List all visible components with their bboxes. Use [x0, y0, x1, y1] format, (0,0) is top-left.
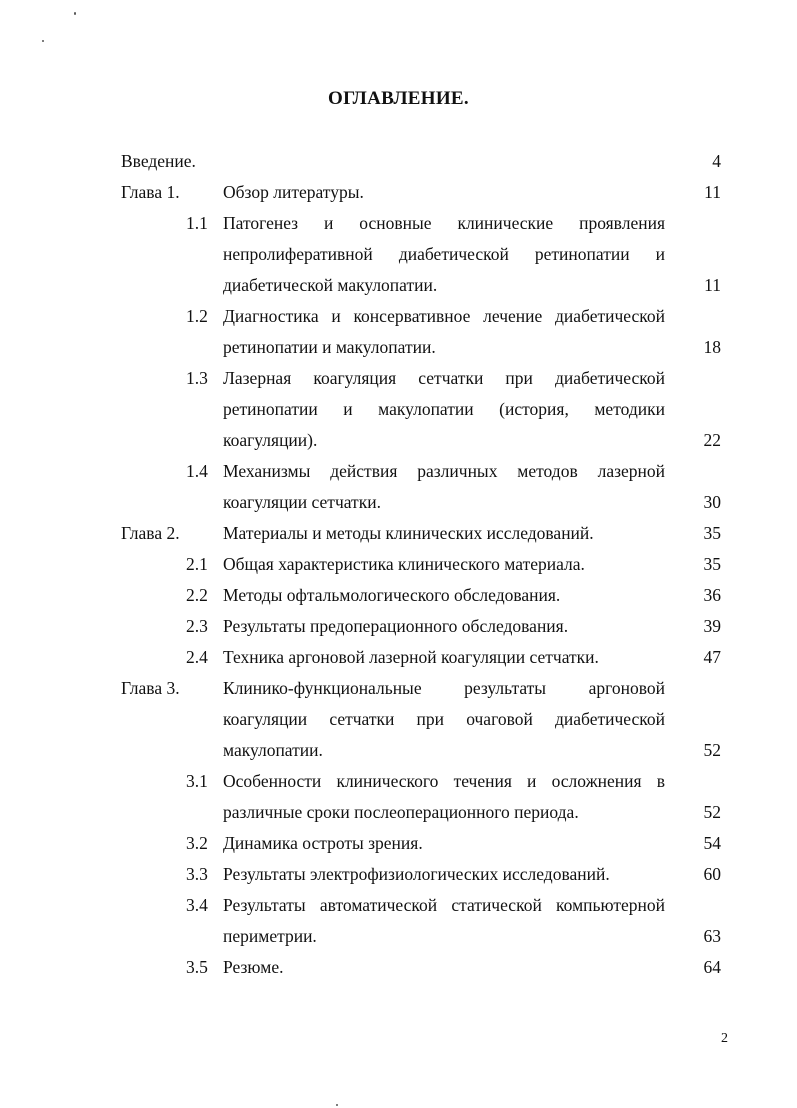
toc-section-entry — [0, 828, 797, 859]
toc-page-number: 39 — [703, 616, 721, 636]
toc-entry-title-line: Патогенез и основные клинические проявления — [223, 213, 665, 233]
toc-entry-title-line: макулопатии. — [223, 740, 323, 760]
table-of-contents — [0, 146, 797, 983]
toc-section-number: 3.1 — [186, 771, 208, 791]
toc-entry-title-line: диабетической макулопатии. — [223, 275, 438, 295]
toc-entry-title-line: Результаты автоматической статической компьютерной — [223, 895, 665, 915]
toc-section-entry — [0, 363, 797, 456]
toc-entry-title-line: Методы офтальмологического обследования. — [223, 585, 561, 605]
toc-entry-title-line: Особенности клинического течения и осложнения в — [223, 771, 665, 791]
toc-page-number: 11 — [704, 275, 721, 295]
toc-entry-title-line: Механизмы действия различных методов лазерной — [223, 461, 665, 481]
toc-page-number: 52 — [703, 740, 721, 760]
toc-section-number: 1.2 — [186, 306, 208, 326]
toc-section-number: 3.5 — [186, 957, 208, 977]
page-number: 2 — [721, 1031, 728, 1046]
toc-page-number: 22 — [703, 430, 721, 450]
toc-chapter-label: Глава 3. — [121, 678, 180, 698]
toc-entry-title-line: коагуляции сетчатки. — [223, 492, 381, 512]
toc-chapter-entry — [0, 673, 797, 766]
toc-page-number: 36 — [703, 585, 721, 605]
toc-section-number: 1.1 — [186, 213, 208, 233]
toc-page-number: 60 — [703, 864, 721, 884]
scan-speck — [42, 40, 44, 42]
toc-chapter-label: Глава 1. — [121, 182, 180, 202]
toc-section-entry — [0, 766, 797, 828]
toc-section-number: 2.3 — [186, 616, 208, 636]
toc-entry-title-line: непролиферативной диабетической ретинопатии и — [223, 244, 665, 264]
toc-section-entry — [0, 456, 797, 518]
toc-entry-title-line: Диагностика и консервативное лечение диабетической — [223, 306, 665, 326]
toc-page-number: 63 — [703, 926, 721, 946]
toc-page-number: 30 — [703, 492, 721, 512]
toc-entry-title-line: коагуляции сетчатки при очаговой диабетической — [223, 709, 665, 729]
page-title: ОГЛАВЛЕНИЕ. — [328, 88, 469, 109]
toc-section-number: 2.1 — [186, 554, 208, 574]
toc-section-number: 2.4 — [186, 647, 208, 667]
toc-page-number: 18 — [703, 337, 721, 357]
toc-entry-title-line: Результаты предоперационного обследования. — [223, 616, 569, 636]
toc-entry-title-line: Обзор литературы. — [223, 182, 364, 202]
toc-chapter-label: Введение. — [121, 151, 196, 171]
toc-section-number: 1.4 — [186, 461, 208, 481]
toc-page-number: 35 — [703, 554, 721, 574]
toc-section-entry — [0, 890, 797, 952]
toc-entry-title-line: Клинико-функциональные результаты аргоновой — [223, 678, 665, 698]
toc-section-number: 1.3 — [186, 368, 208, 388]
toc-chapter-entry — [0, 146, 797, 177]
toc-section-number: 3.4 — [186, 895, 208, 915]
toc-entry-title-line: Результаты электрофизиологических исследований. — [223, 864, 610, 884]
toc-chapter-label: Глава 2. — [121, 523, 180, 543]
toc-entry-title-line: Лазерная коагуляция сетчатки при диабетической — [223, 368, 665, 388]
toc-entry-title-line: Техника аргоновой лазерной коагуляции сетчатки. — [223, 647, 599, 667]
toc-page-number: 35 — [703, 523, 721, 543]
toc-page-number: 64 — [703, 957, 721, 977]
toc-section-entry — [0, 642, 797, 673]
toc-page-number: 52 — [703, 802, 721, 822]
toc-section-number: 2.2 — [186, 585, 208, 605]
toc-section-entry — [0, 208, 797, 301]
toc-chapter-entry — [0, 518, 797, 549]
toc-entry-title-line: периметрии. — [223, 926, 317, 946]
toc-page-number: 11 — [704, 182, 721, 202]
toc-page-number: 4 — [712, 151, 721, 171]
toc-entry-title-line: Общая характеристика клинического материала. — [223, 554, 585, 574]
toc-section-number: 3.3 — [186, 864, 208, 884]
toc-section-entry — [0, 952, 797, 983]
scan-speck — [336, 1104, 338, 1106]
toc-section-entry — [0, 549, 797, 580]
toc-entry-title-line: Резюме. — [223, 957, 284, 977]
toc-entry-title-line: ретинопатии и макулопатии. — [223, 337, 436, 357]
toc-section-entry — [0, 859, 797, 890]
toc-entry-title-line: коагуляции). — [223, 430, 318, 450]
toc-section-entry — [0, 580, 797, 611]
toc-chapter-entry — [0, 177, 797, 208]
toc-entry-title-line: ретинопатии и макулопатии (история, методики — [223, 399, 665, 419]
toc-section-entry — [0, 301, 797, 363]
toc-entry-title-line: различные сроки послеоперационного периода. — [223, 802, 579, 822]
toc-page-number: 47 — [703, 647, 721, 667]
toc-section-entry — [0, 611, 797, 642]
toc-section-number: 3.2 — [186, 833, 208, 853]
toc-entry-title-line: Материалы и методы клинических исследований. — [223, 523, 594, 543]
toc-page-number: 54 — [703, 833, 721, 853]
toc-entry-title-line: Динамика остроты зрения. — [223, 833, 423, 853]
scan-speck — [74, 12, 76, 15]
